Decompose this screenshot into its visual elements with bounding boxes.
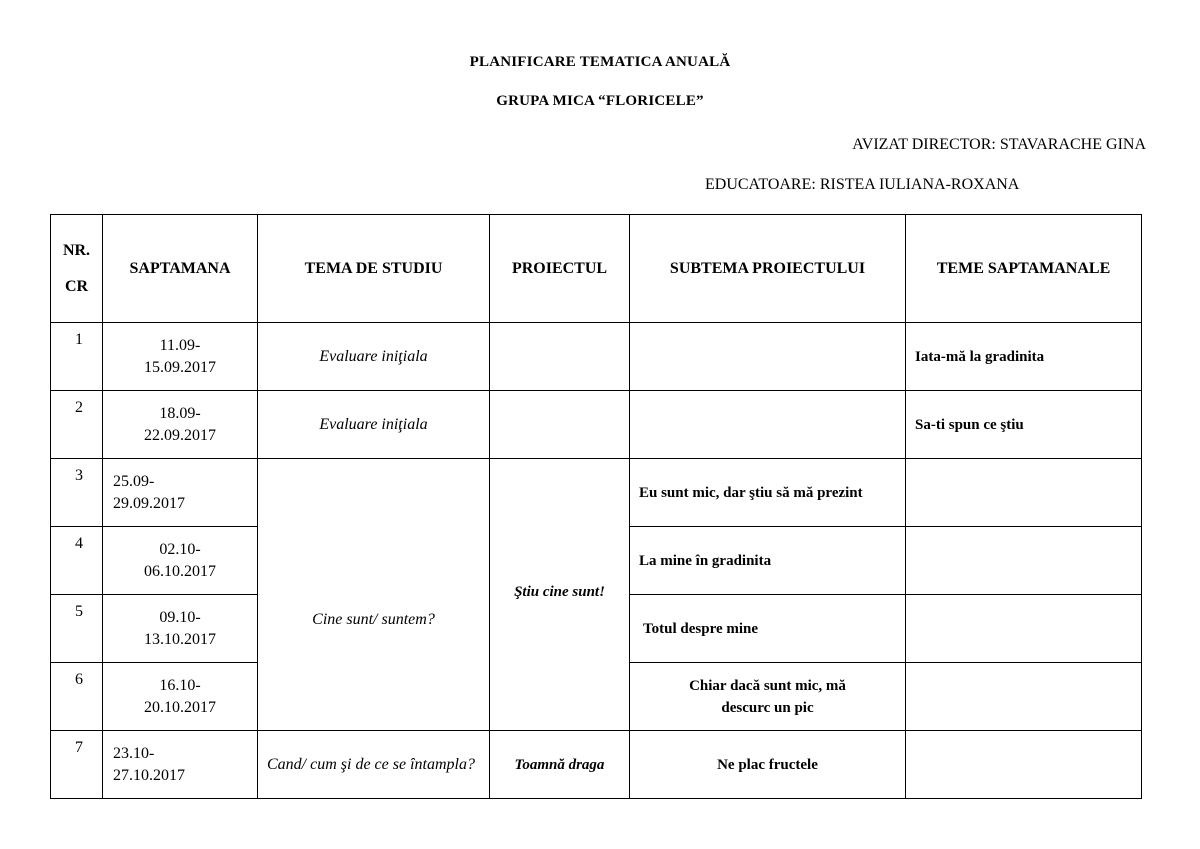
teme-cell: Sa-ti spun ce ştiu — [906, 391, 1142, 459]
week-cell — [103, 595, 258, 663]
proiect-merged-cell: Ştiu cine sunt! — [490, 459, 630, 731]
week-end: 06.10.2017 — [144, 562, 216, 580]
week-cell — [103, 731, 258, 799]
header-nr-label: NR. — [62, 241, 91, 259]
week-cell — [103, 391, 258, 459]
teme-cell — [906, 459, 1142, 527]
row-number: 2 — [51, 391, 103, 459]
subtema-cell: La mine în gradinita — [630, 527, 906, 595]
week-end: 29.09.2017 — [113, 494, 185, 512]
teme-cell — [906, 527, 1142, 595]
row-number: 6 — [51, 663, 103, 731]
week-start: 11.09- — [159, 336, 201, 354]
week-start: 02.10- — [159, 540, 201, 558]
subtema-cell — [630, 391, 906, 459]
document-title: PLANIFICARE TEMATICA ANUALĂ — [469, 54, 731, 70]
table-row — [51, 323, 1142, 391]
header-proiectul: PROIECTUL — [490, 215, 630, 323]
header-tema-de-studiu: TEMA DE STUDIU — [258, 215, 490, 323]
table-row — [51, 391, 1142, 459]
week-start: 16.10- — [159, 676, 201, 694]
tema-cell: Evaluare iniţiala — [258, 323, 490, 391]
table-row — [51, 731, 1142, 799]
week-end: 27.10.2017 — [113, 766, 185, 784]
subtema-cell: Ne plac fructele — [630, 731, 906, 799]
teme-cell — [906, 663, 1142, 731]
table-header-row — [51, 215, 1142, 323]
week-end: 13.10.2017 — [144, 630, 216, 648]
group-title: GRUPA MICA “FLORICELE” — [496, 93, 704, 109]
subtema-cell — [630, 323, 906, 391]
subtema-line-2: descurc un pic — [721, 699, 814, 716]
subtema-cell — [630, 663, 906, 731]
tema-cell: Cand/ cum şi de ce se întampla? — [258, 731, 490, 799]
week-cell — [103, 459, 258, 527]
row-number: 1 — [51, 323, 103, 391]
teme-cell: Iata-mă la gradinita — [906, 323, 1142, 391]
table-row — [51, 459, 1142, 527]
week-end: 22.09.2017 — [144, 426, 216, 444]
proiect-cell — [490, 323, 630, 391]
week-cell — [103, 663, 258, 731]
tema-merged-cell: Cine sunt/ suntem? — [258, 459, 490, 731]
week-end: 15.09.2017 — [144, 358, 216, 376]
header-subtema: SUBTEMA PROIECTULUI — [630, 215, 906, 323]
row-number: 3 — [51, 459, 103, 527]
week-start: 09.10- — [159, 608, 201, 626]
week-start: 25.09- — [113, 472, 155, 490]
row-number: 7 — [51, 731, 103, 799]
proiect-cell — [490, 391, 630, 459]
header-teme-saptamanale: TEME SAPTAMANALE — [906, 215, 1142, 323]
week-cell — [103, 527, 258, 595]
week-start: 23.10- — [113, 744, 155, 762]
subtema-cell: Totul despre mine — [630, 595, 906, 663]
header-nr-cr — [51, 215, 103, 323]
week-cell — [103, 323, 258, 391]
subtema-line-1: Chiar dacă sunt mic, mă — [689, 677, 846, 694]
teacher-name: EDUCATOARE: RISTEA IULIANA-ROXANA — [705, 176, 1020, 193]
subtema-cell: Eu sunt mic, dar ştiu să mă prezint — [630, 459, 906, 527]
row-number: 5 — [51, 595, 103, 663]
director-approval: AVIZAT DIRECTOR: STAVARACHE GINA — [852, 136, 1146, 153]
proiect-cell: Toamnă draga — [490, 731, 630, 799]
tema-cell: Evaluare iniţiala — [258, 391, 490, 459]
planning-table — [50, 214, 1142, 799]
teme-cell — [906, 731, 1142, 799]
teme-cell — [906, 595, 1142, 663]
header-cr-label: CR — [64, 277, 89, 295]
week-start: 18.09- — [159, 404, 201, 422]
header-saptamana: SAPTAMANA — [103, 215, 258, 323]
row-number: 4 — [51, 527, 103, 595]
week-end: 20.10.2017 — [144, 698, 216, 716]
